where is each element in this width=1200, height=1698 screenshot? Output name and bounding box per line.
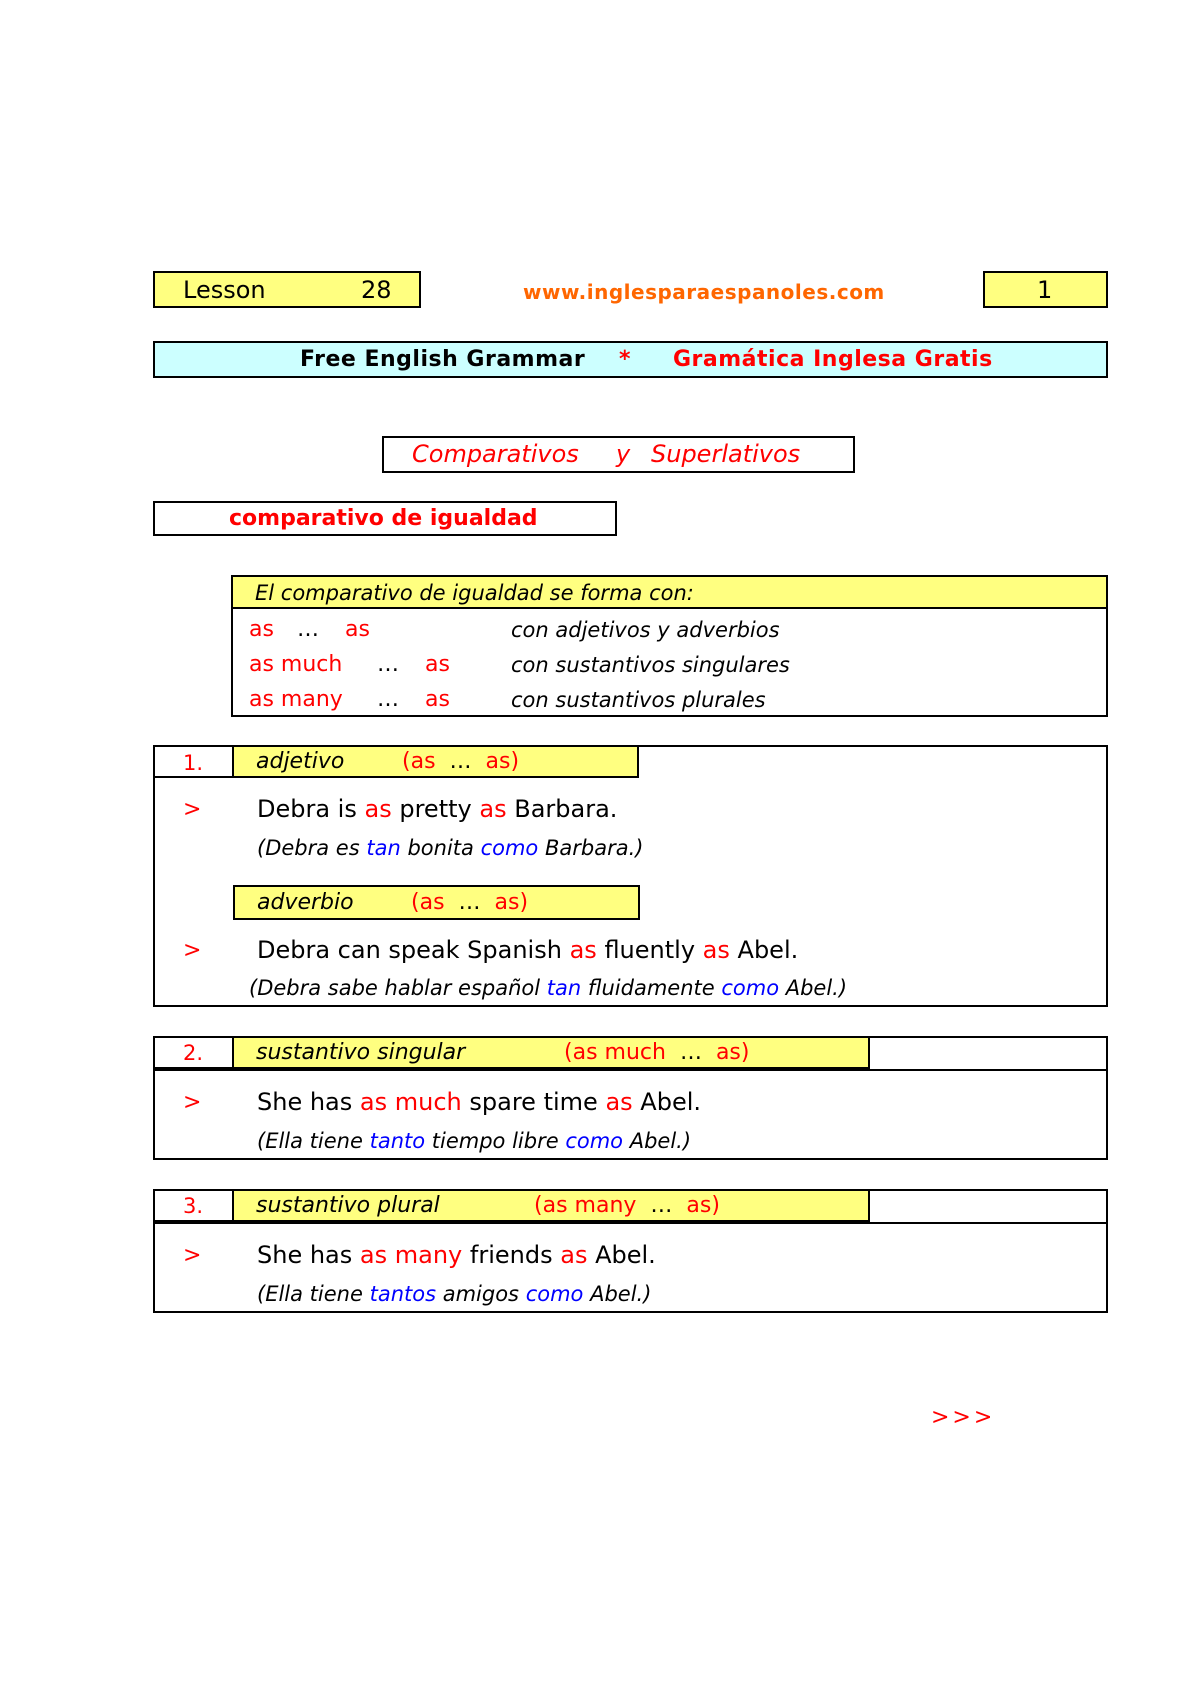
section-3 bbox=[153, 1189, 1108, 1313]
rules-intro-row bbox=[233, 577, 1106, 609]
bullet-3: > bbox=[183, 1243, 202, 1268]
section-2-number-cell bbox=[155, 1038, 234, 1069]
rule-1-dots: … bbox=[297, 617, 319, 642]
page-title bbox=[382, 436, 855, 473]
example-1b-en: Debra can speak Spanish as fluently as Abel. bbox=[257, 936, 799, 964]
example-2-en: She has as much spare time as Abel. bbox=[257, 1088, 702, 1116]
rule-3-a: as many bbox=[249, 687, 343, 712]
rule-3-dots: … bbox=[377, 687, 399, 712]
section-1-number: 1. bbox=[183, 751, 204, 775]
rule-1-desc: con adjetivos y adverbios bbox=[511, 618, 780, 642]
rule-1-a: as bbox=[249, 617, 274, 642]
section-2-label: sustantivo singular bbox=[256, 1040, 466, 1065]
title-word-3: Superlativos bbox=[651, 440, 801, 468]
section-2-pattern: (as much … as) bbox=[564, 1040, 750, 1065]
example-1-en: Debra is as pretty as Barbara. bbox=[257, 795, 618, 823]
example-2-es: (Ella tiene tanto tiempo libre como Abel.) bbox=[257, 1129, 692, 1153]
title-word-1: Comparativos bbox=[412, 440, 579, 468]
paren-open: ( bbox=[402, 749, 411, 774]
section-1-label-box bbox=[234, 747, 639, 778]
section-heading bbox=[153, 501, 617, 536]
bullet-1a: > bbox=[183, 797, 202, 822]
rule-2-dots: … bbox=[377, 652, 399, 677]
example-3-es: (Ella tiene tantos amigos como Abel.) bbox=[257, 1282, 652, 1306]
rule-2-a: as much bbox=[249, 652, 343, 677]
section-3-label-box bbox=[234, 1191, 870, 1222]
pattern-a: as bbox=[410, 749, 436, 774]
section-3-divider bbox=[155, 1222, 1106, 1224]
section-1-sub-pattern: (as … as) bbox=[411, 890, 529, 915]
paren-close: ) bbox=[510, 749, 520, 774]
section-1 bbox=[153, 745, 1108, 1007]
pattern-b: as bbox=[485, 749, 511, 774]
bullet-2: > bbox=[183, 1090, 202, 1115]
section-heading-text: comparativo de igualdad bbox=[229, 506, 538, 531]
section-3-number-cell bbox=[155, 1191, 234, 1222]
pattern-dots: … bbox=[449, 749, 472, 774]
banner-star: * bbox=[619, 347, 631, 372]
page-number: 1 bbox=[1037, 276, 1053, 304]
section-2-number: 2. bbox=[183, 1041, 204, 1065]
lesson-label: Lesson bbox=[183, 276, 266, 304]
section-1-sub-label-box bbox=[233, 885, 640, 920]
section-1-number-cell bbox=[155, 747, 234, 778]
section-2-label-box bbox=[234, 1038, 870, 1069]
website-link[interactable]: www.inglesparaespanoles.com bbox=[523, 280, 885, 304]
banner-right: Gramática Inglesa Gratis bbox=[673, 347, 993, 372]
section-1-label: adjetivo bbox=[256, 749, 345, 774]
rule-3-b: as bbox=[425, 687, 450, 712]
bullet-1b: > bbox=[183, 938, 202, 963]
example-3-en: She has as many friends as Abel. bbox=[257, 1241, 656, 1269]
lesson-box bbox=[153, 271, 421, 308]
rule-2-desc: con sustantivos singulares bbox=[511, 653, 790, 677]
section-3-label: sustantivo plural bbox=[256, 1193, 440, 1218]
rules-intro: El comparativo de igualdad se forma con: bbox=[255, 581, 694, 605]
title-word-2: y bbox=[616, 440, 631, 468]
example-1-es: (Debra es tan bonita como Barbara.) bbox=[257, 836, 644, 860]
banner-left: Free English Grammar bbox=[300, 347, 586, 372]
rule-1-b: as bbox=[345, 617, 370, 642]
section-3-number: 3. bbox=[183, 1194, 204, 1218]
lesson-number: 28 bbox=[361, 276, 392, 304]
banner bbox=[153, 341, 1108, 378]
example-1b-es: (Debra sabe hablar español tan fluidamente como Abel.) bbox=[249, 976, 848, 1000]
next-page-link[interactable]: >>> bbox=[931, 1405, 996, 1430]
section-3-pattern: (as many … as) bbox=[534, 1193, 720, 1218]
rule-2-b: as bbox=[425, 652, 450, 677]
section-2-divider bbox=[155, 1069, 1106, 1071]
rule-3-desc: con sustantivos plurales bbox=[511, 688, 766, 712]
section-2 bbox=[153, 1036, 1108, 1160]
section-1-pattern bbox=[402, 749, 519, 774]
section-1-sub-label: adverbio bbox=[257, 890, 354, 915]
page-number-box bbox=[983, 271, 1108, 308]
rules-table bbox=[231, 575, 1108, 717]
